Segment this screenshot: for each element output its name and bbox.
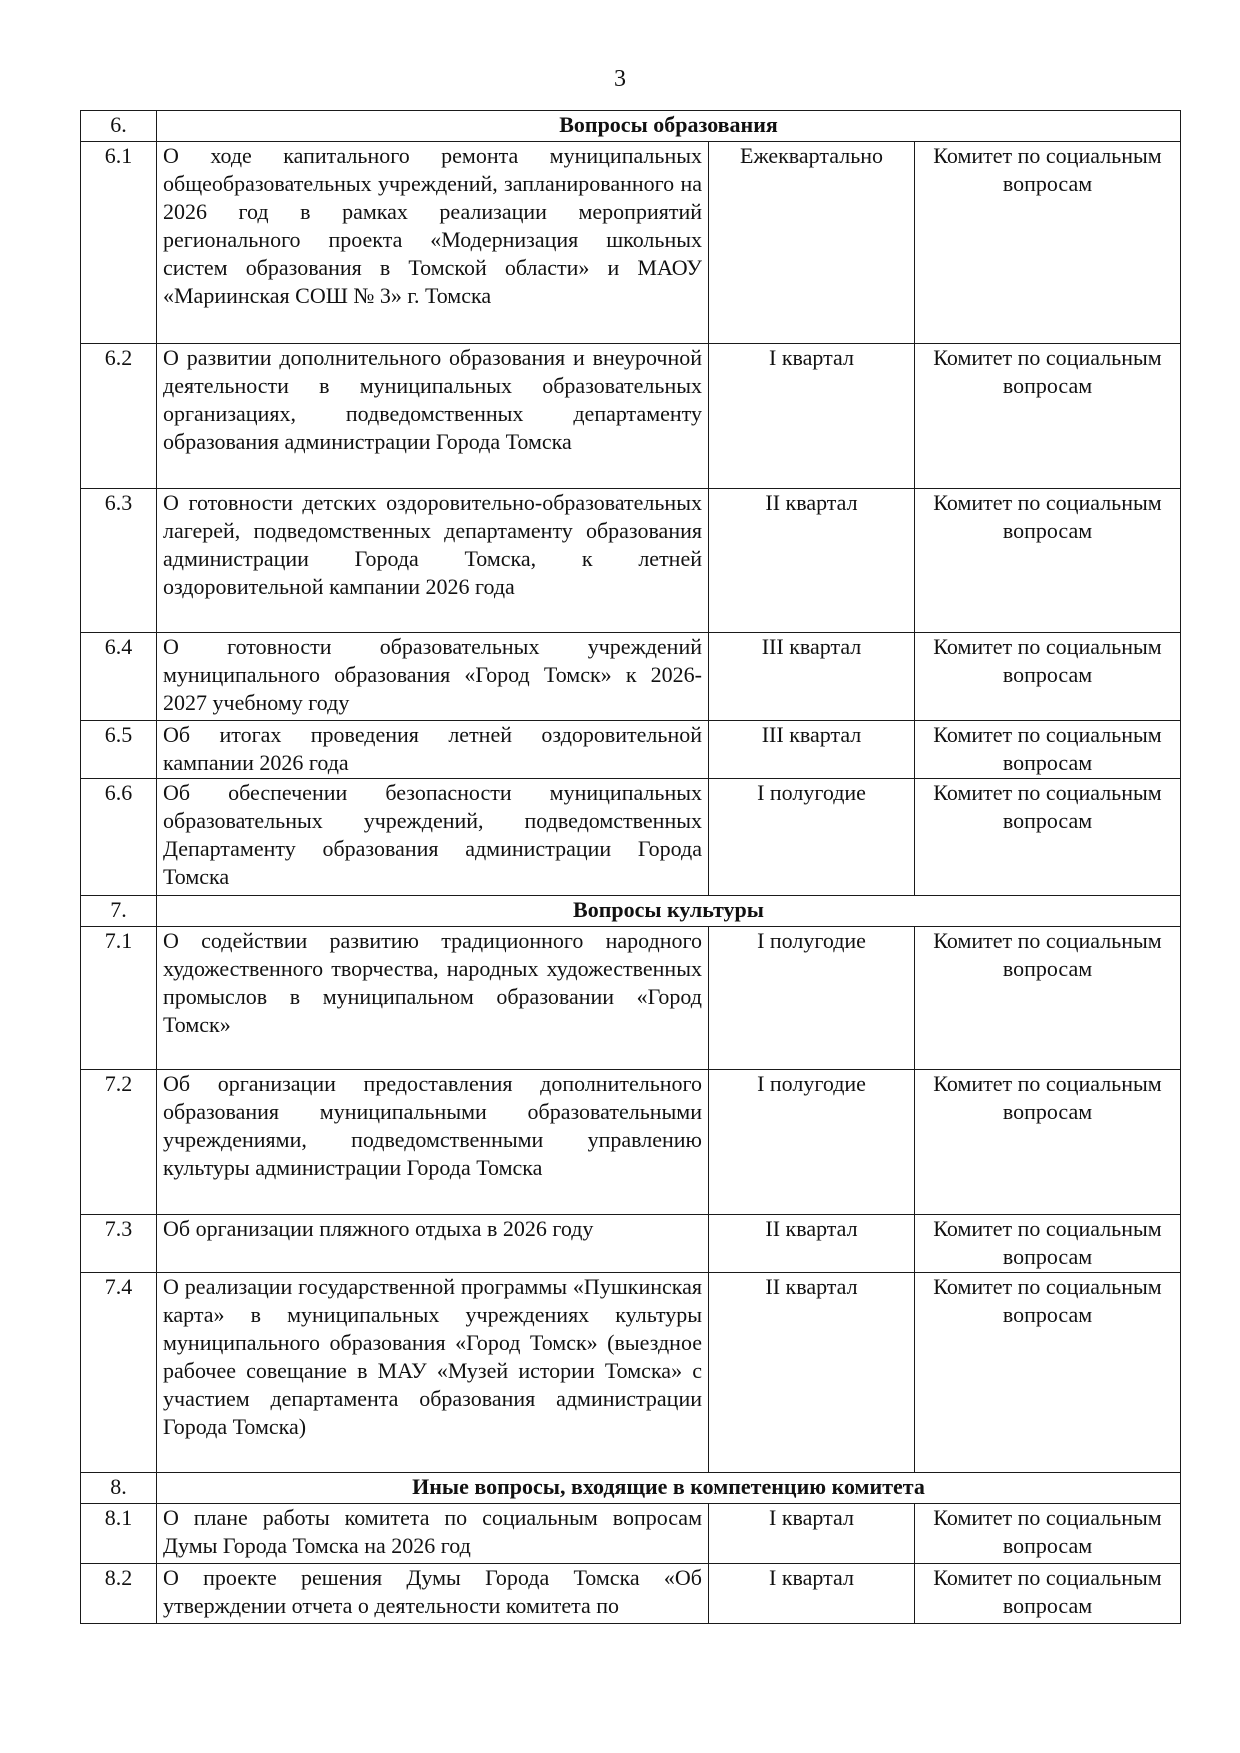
table-row xyxy=(81,344,1181,489)
item-topic: О ходе капитального ремонта муниципальных общеобразовательных учреждений, запланированного на 2026 год в рамках реализации мероприятий регионального проекта «Модернизация школьных систем образования в Томской области» и МАОУ «Мариинская СОШ № 3» г. Томска xyxy=(157,142,709,344)
item-responsible: Комитет по социальным вопросам xyxy=(915,633,1181,721)
item-number: 6.6 xyxy=(81,779,157,896)
item-responsible: Комитет по социальным вопросам xyxy=(915,344,1181,489)
item-term: II квартал xyxy=(709,1215,915,1273)
item-responsible: Комитет по социальным вопросам xyxy=(915,1504,1181,1564)
item-term: II квартал xyxy=(709,489,915,633)
table-row xyxy=(81,721,1181,779)
item-topic: О плане работы комитета по социальным вопросам Думы Города Томска на 2026 год xyxy=(157,1504,709,1564)
item-topic: О проекте решения Думы Города Томска «Об утверждении отчета о деятельности комитета по xyxy=(157,1564,709,1624)
item-responsible: Комитет по социальным вопросам xyxy=(915,1070,1181,1215)
item-number: 7.4 xyxy=(81,1273,157,1473)
item-responsible: Комитет по социальным вопросам xyxy=(915,721,1181,779)
item-term: Ежеквартально xyxy=(709,142,915,344)
table-row xyxy=(81,1070,1181,1215)
section-title: Вопросы образования xyxy=(157,111,1181,142)
item-term: III квартал xyxy=(709,721,915,779)
section-number: 6. xyxy=(81,111,157,142)
item-term: I квартал xyxy=(709,1564,915,1624)
table-row xyxy=(81,779,1181,896)
item-number: 6.4 xyxy=(81,633,157,721)
item-number: 8.2 xyxy=(81,1564,157,1624)
table-row xyxy=(81,1504,1181,1564)
item-topic: Об организации предоставления дополнительного образования муниципальными образовательными учреждениями, подведомственными управлению культуры администрации Города Томска xyxy=(157,1070,709,1215)
item-responsible: Комитет по социальным вопросам xyxy=(915,489,1181,633)
item-topic: О готовности образовательных учреждений муниципального образования «Город Томск» к 2026-2027 учебному году xyxy=(157,633,709,721)
item-responsible: Комитет по социальным вопросам xyxy=(915,1273,1181,1473)
item-term: II квартал xyxy=(709,1273,915,1473)
item-number: 7.3 xyxy=(81,1215,157,1273)
item-number: 6.5 xyxy=(81,721,157,779)
item-number: 6.2 xyxy=(81,344,157,489)
item-responsible: Комитет по социальным вопросам xyxy=(915,1215,1181,1273)
item-term: I полугодие xyxy=(709,1070,915,1215)
item-number: 7.2 xyxy=(81,1070,157,1215)
table-row xyxy=(81,1273,1181,1473)
page-number: 3 xyxy=(614,66,626,92)
item-topic: О готовности детских оздоровительно-образовательных лагерей, подведомственных департаменту образования администрации Города Томска, к летней оздоровительной кампании 2026 года xyxy=(157,489,709,633)
section-header-row xyxy=(81,896,1181,927)
section-number: 8. xyxy=(81,1473,157,1504)
table-row xyxy=(81,927,1181,1070)
item-responsible: Комитет по социальным вопросам xyxy=(915,779,1181,896)
section-header-row xyxy=(81,1473,1181,1504)
table-row xyxy=(81,633,1181,721)
item-responsible: Комитет по социальным вопросам xyxy=(915,1564,1181,1624)
item-responsible: Комитет по социальным вопросам xyxy=(915,142,1181,344)
table-row xyxy=(81,142,1181,344)
section-title: Иные вопросы, входящие в компетенцию комитета xyxy=(157,1473,1181,1504)
item-topic: О содействии развитию традиционного народного художественного творчества, народных художественных промыслов в муниципальном образовании «Город Томск» xyxy=(157,927,709,1070)
item-number: 6.3 xyxy=(81,489,157,633)
section-title: Вопросы культуры xyxy=(157,896,1181,927)
item-number: 6.1 xyxy=(81,142,157,344)
table-row xyxy=(81,489,1181,633)
section-number: 7. xyxy=(81,896,157,927)
item-term: I полугодие xyxy=(709,779,915,896)
table-row xyxy=(81,1215,1181,1273)
work-plan-table xyxy=(80,110,1181,1624)
item-number: 7.1 xyxy=(81,927,157,1070)
item-term: I полугодие xyxy=(709,927,915,1070)
item-topic: Об обеспечении безопасности муниципальных образовательных учреждений, подведомственных Департаменту образования администрации Города Томска xyxy=(157,779,709,896)
item-responsible: Комитет по социальным вопросам xyxy=(915,927,1181,1070)
item-topic: О реализации государственной программы «Пушкинская карта» в муниципальных учреждениях культуры муниципального образования «Город Томск» (выездное рабочее совещание в МАУ «Музей истории Томска» с участием департамента образования администрации Города Томска) xyxy=(157,1273,709,1473)
item-term: I квартал xyxy=(709,344,915,489)
item-topic: Об организации пляжного отдыха в 2026 году xyxy=(157,1215,709,1273)
item-term: III квартал xyxy=(709,633,915,721)
item-topic: О развитии дополнительного образования и внеурочной деятельности в муниципальных образовательных организациях, подведомственных департаменту образования администрации Города Томска xyxy=(157,344,709,489)
item-number: 8.1 xyxy=(81,1504,157,1564)
table-row xyxy=(81,1564,1181,1624)
item-topic: Об итогах проведения летней оздоровительной кампании 2026 года xyxy=(157,721,709,779)
item-term: I квартал xyxy=(709,1504,915,1564)
section-header-row xyxy=(81,111,1181,142)
